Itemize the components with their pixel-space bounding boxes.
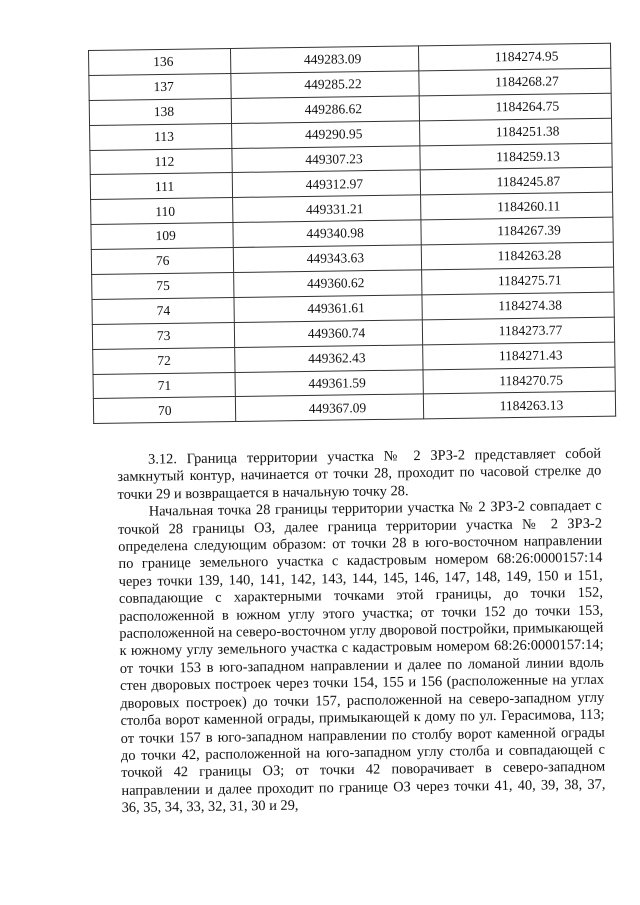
y-coordinate-cell: 1184259.13 bbox=[420, 143, 612, 171]
x-coordinate-cell: 449340.98 bbox=[233, 220, 421, 248]
y-coordinate-cell: 1184264.75 bbox=[419, 93, 611, 121]
x-coordinate-cell: 449360.62 bbox=[234, 270, 422, 298]
coordinates-table bbox=[88, 43, 616, 425]
x-coordinate-cell: 449362.43 bbox=[235, 345, 423, 373]
y-coordinate-cell: 1184270.75 bbox=[423, 367, 615, 395]
point-number-cell: 110 bbox=[91, 198, 233, 225]
y-coordinate-cell: 1184251.38 bbox=[420, 118, 612, 146]
point-number-cell: 136 bbox=[89, 49, 231, 76]
point-number-cell: 70 bbox=[93, 397, 235, 424]
point-number-cell: 111 bbox=[90, 173, 232, 200]
point-number-cell: 74 bbox=[92, 297, 234, 324]
y-coordinate-cell: 1184275.71 bbox=[422, 267, 614, 295]
y-coordinate-cell: 1184268.27 bbox=[419, 68, 611, 96]
x-coordinate-cell: 449367.09 bbox=[235, 394, 423, 422]
y-coordinate-cell: 1184271.43 bbox=[423, 342, 615, 370]
point-number-cell: 73 bbox=[92, 322, 234, 349]
x-coordinate-cell: 449361.59 bbox=[235, 369, 423, 397]
paragraph-start-point: Начальная точка 28 границы территории участка № 2 ЗРЗ-2 совпадает с точкой 28 границы ОЗ, далее граница территории участка № 2 ЗРЗ-2 определена следующим образом: от точки 28 в юго-восточном направлении по границе земельного участка с кадастровым номером 68:26:0000157:14 через точки 139, 140, 141, 142, 143, 144, 145, 146, 147, 148, 149, 150 и 151, совпадающие с характерными точками этой границы, до точки 152, расположенной в южном углу этого участка; от точки 152 до точки 153, расположенной на северо-восточном углу дворовой постройки, примыкающей к южному углу земельного участка с кадастровым номером 68:26:0000157:14; от точки 153 в юго-западном направлении и далее по ломаной линии вдоль стен дворовых построек через точки 154, 155 и 156 (расположенные на углах дворовых построек) до точки 157, расположенной на северо-западном углу столба ворот каменной ограды, примыкающей к дому по ул. Герасимова, 113; от точки 157 в юго-западном направлении по столбу ворот каменной ограды до точки 42, расположенной на юго-западном углу столба и совпадающей с точкой 42 границы ОЗ; от точки 42 поворачивает в северо-западном направлении и далее проходит по границе ОЗ через точки 41, 40, 39, 38, 37, 36, 35, 34, 33, 32, 31, 30 и 29, bbox=[117, 497, 606, 817]
point-number-cell: 76 bbox=[91, 248, 233, 275]
y-coordinate-cell: 1184267.39 bbox=[421, 217, 613, 245]
x-coordinate-cell: 449307.23 bbox=[232, 145, 420, 173]
point-number-cell: 109 bbox=[91, 223, 233, 250]
point-number-cell: 71 bbox=[93, 372, 235, 399]
y-coordinate-cell: 1184263.28 bbox=[421, 242, 613, 270]
section-text bbox=[117, 446, 606, 818]
y-coordinate-cell: 1184274.95 bbox=[418, 43, 610, 71]
x-coordinate-cell: 449312.97 bbox=[232, 170, 420, 198]
y-coordinate-cell: 1184274.38 bbox=[422, 292, 614, 320]
y-coordinate-cell: 1184260.11 bbox=[421, 193, 613, 221]
x-coordinate-cell: 449286.62 bbox=[231, 96, 419, 124]
x-coordinate-cell: 449283.09 bbox=[230, 46, 418, 74]
x-coordinate-cell: 449343.63 bbox=[233, 245, 421, 273]
y-coordinate-cell: 1184273.77 bbox=[422, 317, 614, 345]
y-coordinate-cell: 1184245.87 bbox=[420, 168, 612, 196]
x-coordinate-cell: 449290.95 bbox=[232, 121, 420, 149]
point-number-cell: 75 bbox=[92, 273, 234, 300]
point-number-cell: 138 bbox=[89, 98, 231, 125]
point-number-cell: 112 bbox=[90, 148, 232, 175]
x-coordinate-cell: 449285.22 bbox=[231, 71, 419, 99]
x-coordinate-cell: 449361.61 bbox=[234, 295, 422, 323]
coordinates-table-body bbox=[89, 43, 616, 424]
x-coordinate-cell: 449360.74 bbox=[234, 320, 422, 348]
point-number-cell: 113 bbox=[90, 123, 232, 150]
paragraph-3-12: 3.12. Граница территории участка № 2 ЗРЗ-2 представляет собой замкнутый контур, начинается от точки 28, проходит по часовой стрелке до точки 29 и возвращается в начальную точку 28. bbox=[117, 445, 602, 503]
point-number-cell: 72 bbox=[93, 347, 235, 374]
y-coordinate-cell: 1184263.13 bbox=[423, 392, 615, 420]
x-coordinate-cell: 449331.21 bbox=[233, 195, 421, 223]
point-number-cell: 137 bbox=[89, 73, 231, 100]
